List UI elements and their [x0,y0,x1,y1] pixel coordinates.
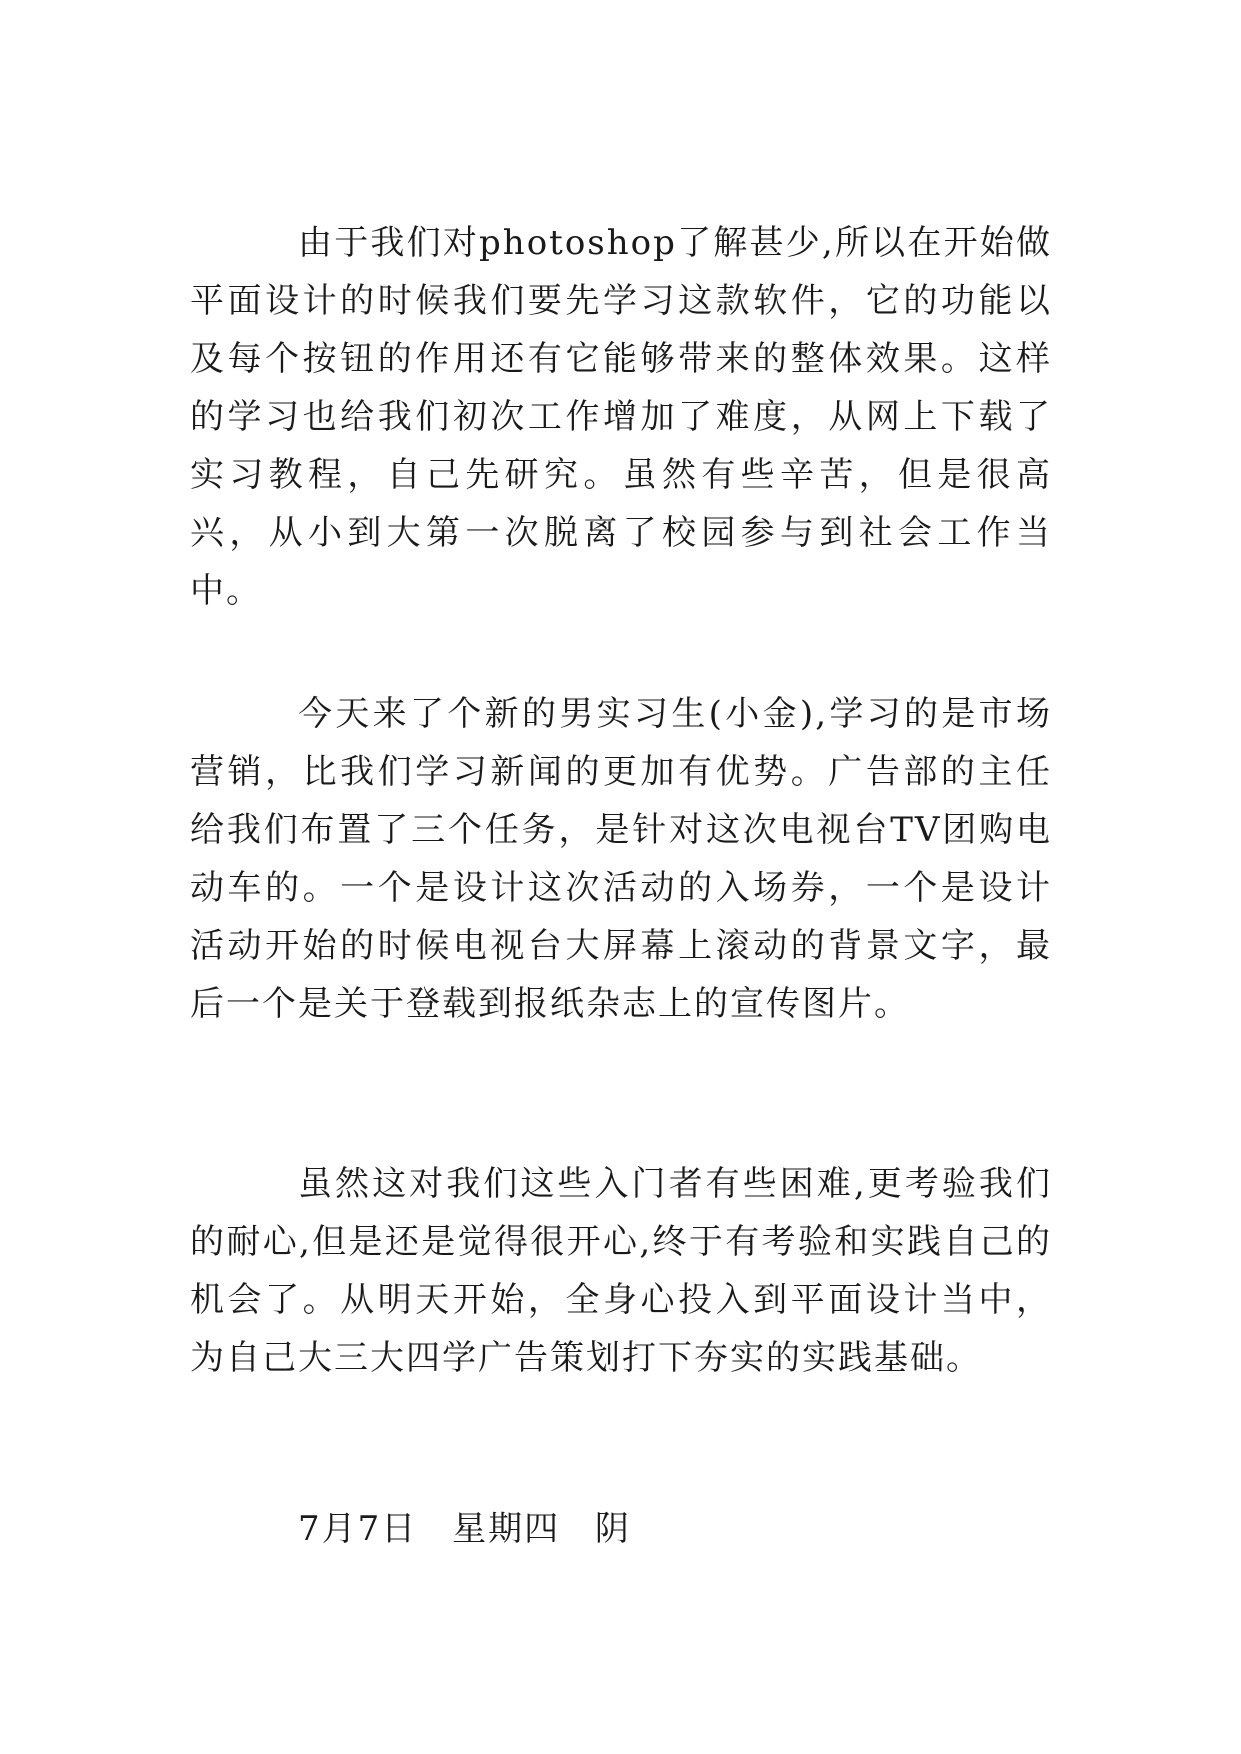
paragraph-photoshop-learning: 由于我们对photoshop了解甚少,所以在开始做平面设计的时候我们要先学习这款软件，它的功能以及每个按钮的作用还有它能够带来的整体效果。这样的学习也给我们初次工作增加了难度，从网上下载了实习教程，自己先研究。虽然有些辛苦，但是很高兴，从小到大第一次脱离了校园参与到社会工作当中。 [190,223,1052,611]
paragraph-new-intern-tasks: 今天来了个新的男实习生(小金),学习的是市场营销，比我们学习新闻的更加有优势。广告部的主任给我们布置了三个任务，是针对这次电视台TV团购电动车的。一个是设计这次活动的入场券，一个是设计活动开始的时候电视台大屏幕上滚动的背景文字，最后一个是关于登载到报纸杂志上的宣传图片。 [190,694,1052,1024]
diary-weekday: 星期四 [452,1509,561,1549]
paragraph-challenge-practice: 虽然这对我们这些入门者有些困难,更考验我们的耐心,但是还是觉得很开心,终于有考验和实践自己的机会了。从明天开始，全身心投入到平面设计当中，为自己大三大四学广告策划打下夯实的实践基础。 [190,1164,1052,1378]
diary-date: 7月7日 [298,1509,418,1549]
diary-date-line [298,1500,653,1558]
diary-weather: 阴 [594,1509,631,1549]
